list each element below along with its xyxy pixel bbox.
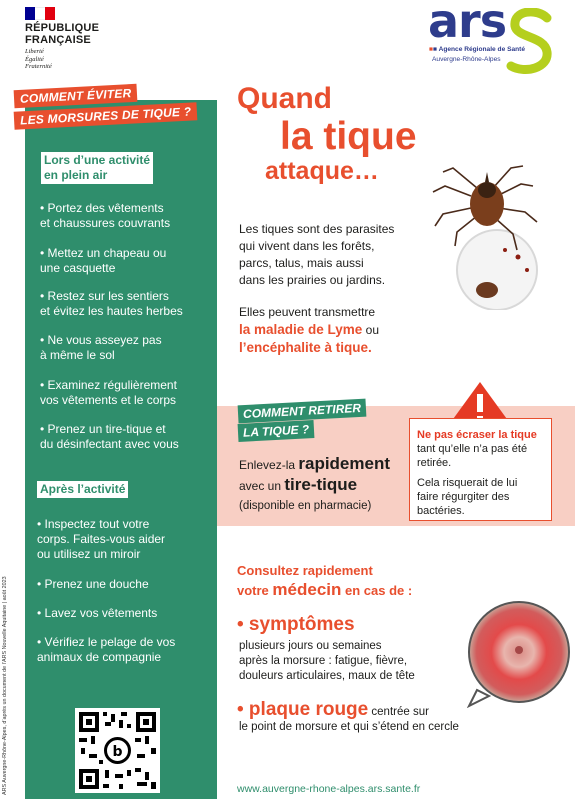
during-heading-line-2: en plein air: [44, 168, 108, 182]
ars-subtitle-1: ■■ Agence Régionale de Santé: [429, 46, 526, 53]
list-item-line: • Prenez un tire-tique et: [40, 422, 166, 436]
red-plaque-title: • plaque rouge: [237, 699, 369, 720]
intro-paragraph: [239, 221, 394, 289]
qr-code[interactable]: [75, 708, 160, 793]
republique-line-1: RÉPUBLIQUE: [25, 22, 100, 34]
list-item-line: ou utilisez un miroir: [37, 547, 141, 561]
list-item-line: • Vérifiez le pelage de vos: [37, 635, 176, 649]
republique-line-2: FRANÇAISE: [25, 34, 91, 46]
remove-line-2: [239, 475, 390, 496]
list-item-line: • Portez des vêtements: [40, 201, 164, 215]
red-plaque-heading: [237, 699, 429, 721]
list-item: [40, 201, 170, 231]
prevent-banner-line-2: LES MORSURES DE TIQUE ?: [14, 102, 198, 130]
list-item: [37, 635, 175, 665]
intro-line: Les tiques sont des parasites: [239, 222, 395, 236]
list-item: [40, 422, 179, 452]
encephalitis: l’encéphalite à tique.: [239, 340, 372, 355]
ars-subtitle-2: Auvergne-Rhône-Alpes: [432, 56, 501, 63]
intro-line: qui vivent dans les forêts,: [239, 239, 375, 253]
motto-liberte: Liberté: [25, 48, 44, 55]
doctor-heading-2: [237, 580, 412, 600]
list-item-line: et évitez les hautes herbes: [40, 304, 183, 318]
title-line-3: attaque…: [265, 157, 379, 185]
prevent-banner-line-1: COMMENT ÉVITER: [14, 84, 138, 108]
symptoms-heading: • symptômes: [237, 614, 355, 635]
tick-illustration: [413, 160, 553, 310]
intro-line: parcs, talus, mais aussi: [239, 256, 364, 270]
list-item-line: vos vêtements et le corps: [40, 393, 177, 407]
list-item: [40, 289, 183, 319]
symptoms-text: [239, 639, 415, 684]
after-activity-heading: Après l’activité: [37, 481, 128, 498]
list-item-line: et chaussures couvrants: [40, 216, 171, 230]
during-activity-heading: [41, 152, 153, 184]
svg-text:b: b: [112, 744, 123, 760]
website-link[interactable]: www.auvergne-rhone-alpes.ars.sante.fr: [237, 783, 421, 795]
republique-francaise-logo: [25, 22, 99, 46]
title-line-1: Quand: [237, 82, 332, 115]
symptoms-line: douleurs articulaires, maux de tête: [239, 670, 415, 682]
list-item: • Prenez une douche: [37, 577, 149, 591]
remove-text: Enlevez-la: [239, 458, 299, 472]
warning-line: Cela risquerait de lui: [417, 477, 518, 489]
lyme-disease: la maladie de Lyme: [239, 322, 363, 337]
red-plaque-text: centrée sur: [368, 706, 429, 718]
symptoms-line: après la morsure : fatigue, fièvre,: [239, 655, 408, 667]
list-item-line: animaux de compagnie: [37, 650, 162, 664]
remove-line-1: [239, 454, 390, 475]
ou-text: ou: [362, 323, 379, 337]
qr-code-graphic: [75, 708, 160, 793]
list-item: • Lavez vos vêtements: [37, 606, 158, 620]
rapidly-word: rapidement: [298, 454, 391, 473]
warning-highlight: Ne pas écraser la tique: [417, 429, 537, 441]
doctor-text: en cas de :: [341, 583, 413, 598]
warning-line: tant qu’elle n’a pas été: [417, 443, 528, 455]
remove-line-3: (disponible en pharmacie): [239, 500, 372, 512]
list-item: [40, 246, 166, 276]
list-item: [40, 333, 162, 363]
lyme-line: [239, 321, 379, 339]
remove-banner-line-1: COMMENT RETIRER: [238, 399, 367, 424]
title-line-2: la tique: [280, 115, 417, 158]
warning-text: [417, 428, 537, 518]
red-plaque-text-2: le point de morsure et qui s’étend en cercle: [239, 721, 459, 733]
intro-line: dans les prairies ou jardins.: [239, 273, 386, 287]
list-item-line: • Mettez un chapeau ou: [40, 246, 167, 260]
doctor-heading-1: Consultez rapidement: [237, 563, 373, 578]
list-item-line: • Restez sur les sentiers: [40, 289, 169, 303]
tick-remover-word: tire-tique: [284, 475, 358, 494]
list-item-line: du désinfectant avec vous: [40, 437, 179, 451]
motto-fraternite: Fraternité: [25, 63, 52, 70]
republique-motto: [25, 48, 52, 71]
list-item-line: à même le sol: [40, 348, 115, 362]
prevent-banner: [14, 87, 214, 127]
transmit-paragraph: [239, 304, 379, 357]
motto-egalite: Égalité: [25, 55, 44, 63]
list-item-line: corps. Faites-vous aider: [37, 532, 166, 546]
ars-logo: ars: [428, 0, 507, 48]
list-item-line: une casquette: [40, 261, 116, 275]
warning-line: faire régurgiter des: [417, 491, 510, 503]
rash-photo: [463, 598, 573, 708]
list-item-line: • Examinez régulièrement: [40, 378, 177, 392]
symptoms-line: plusieurs jours ou semaines: [239, 640, 382, 652]
list-item-line: • Inspectez tout votre: [37, 517, 150, 531]
list-item: [37, 517, 165, 562]
doctor-text: votre: [237, 583, 273, 598]
remove-banner-line-2: LA TIQUE ?: [238, 420, 315, 442]
list-item-line: • Ne vous asseyez pas: [40, 333, 162, 347]
marianne-logo: [25, 7, 55, 20]
document-credit: ARS Auvergne-Rhône-Alpes, d’après un document de l’ARS Nouvelle Aquitaine | août 2023: [2, 576, 8, 795]
remove-text: avec un: [239, 479, 285, 493]
remove-banner: [238, 402, 366, 442]
transmit-line: Elles peuvent transmettre: [239, 305, 376, 319]
list-item: [40, 378, 177, 408]
doctor-word: médecin: [272, 580, 342, 599]
remove-instructions: [239, 454, 390, 516]
warning-line: bactéries.: [417, 505, 465, 517]
during-heading-line-1: Lors d’une activité: [44, 153, 151, 167]
ars-logo-s-mark: [505, 8, 557, 78]
warning-line: retirée.: [417, 457, 452, 469]
